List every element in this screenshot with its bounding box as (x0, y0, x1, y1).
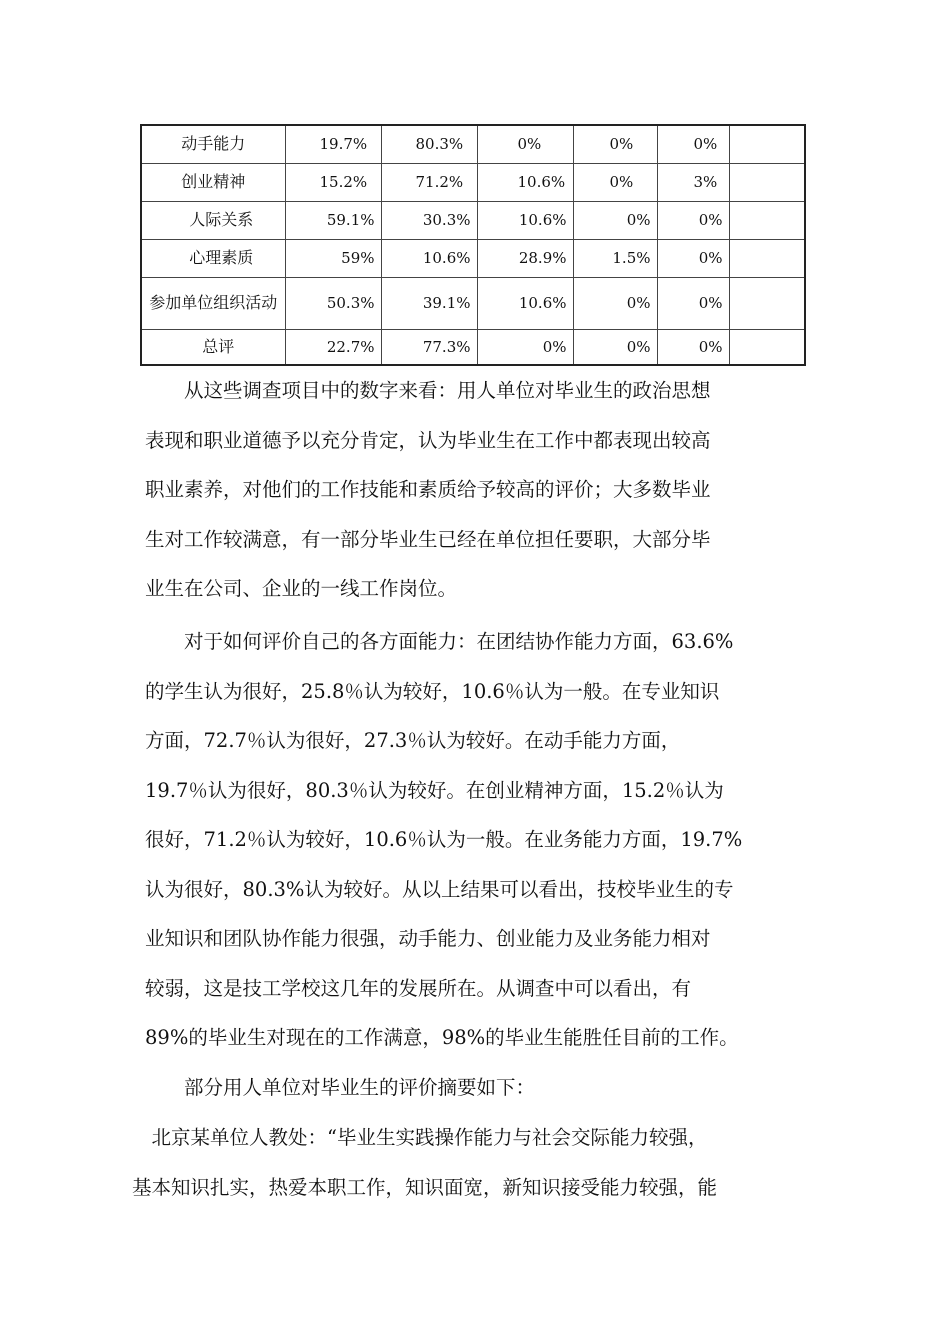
table-cell: 0% (657, 329, 729, 365)
table-row (141, 239, 805, 277)
table-row (141, 125, 805, 163)
text-line: 方面，72.7％认为很好，27.3％认为较好。在动手能力方面， (145, 729, 681, 752)
paragraph-self-evaluation (145, 617, 815, 1063)
table-cell: 0% (573, 329, 657, 365)
table-cell: 0% (573, 277, 657, 329)
table-cell: 0% (477, 329, 573, 365)
table-cell: 30.3% (381, 201, 477, 239)
paragraph-survey-summary (145, 366, 815, 614)
text-line: 表现和职业道德予以充分肯定，认为毕业生在工作中都表现出较高 (145, 428, 711, 452)
table-cell: 10.6% (381, 239, 477, 277)
table-cell: 80.3% (381, 125, 477, 163)
table-cell: 71.2% (381, 163, 477, 201)
table-cell: 0% (657, 125, 729, 163)
text-line: 业知识和团队协作能力很强，动手能力、创业能力及业务能力相对 (145, 927, 711, 950)
table-cell: 0% (657, 201, 729, 239)
text-line: 19.7％认为很好，80.3％认为较好。在创业精神方面，15.2％认为 (145, 778, 724, 802)
table-cell (729, 239, 805, 277)
table-cell: 19.7% (285, 125, 381, 163)
table-cell (729, 125, 805, 163)
row-label: 参加单位组织活动 (141, 277, 285, 329)
table-cell: 39.1% (381, 277, 477, 329)
row-label: 创业精神 (141, 163, 285, 201)
text-line: 认为很好，80.3%认为较好。从以上结果可以看出，技校毕业生的专 (145, 877, 734, 901)
table-cell: 50.3% (285, 277, 381, 329)
text-line: 较弱，这是技工学校这几年的发展所在。从调查中可以看出，有 (145, 976, 692, 1000)
row-label: 心理素质 (141, 239, 285, 277)
table-row (141, 163, 805, 201)
table-cell: 77.3% (381, 329, 477, 365)
table-cell (729, 277, 805, 329)
table-cell: 59.1% (285, 201, 381, 239)
table-cell: 10.6% (477, 277, 573, 329)
text-line: 北京某单位人教处：“毕业生实践操作能力与社会交际能力较强， (132, 1126, 708, 1149)
table-cell: 0% (573, 163, 657, 201)
table-cell: 59% (285, 239, 381, 277)
text-line: 生对工作较满意，有一部分毕业生已经在单位担任要职，大部分毕 (145, 527, 711, 551)
paragraph-employer-quote (132, 1113, 832, 1212)
table-cell (729, 201, 805, 239)
table-row (141, 329, 805, 365)
table-cell (729, 163, 805, 201)
table-cell: 0% (573, 201, 657, 239)
table-cell: 10.6% (477, 201, 573, 239)
paragraph-employer-intro (145, 1063, 815, 1113)
table-cell: 28.9% (477, 239, 573, 277)
text-line: 很好，71.2％认为较好，10.6％认为一般。在业务能力方面，19.7% (145, 828, 743, 851)
table-cell: 10.6% (477, 163, 573, 201)
text-line: 职业素养，对他们的工作技能和素质给予较高的评价；大多数毕业 (145, 478, 711, 501)
text-line: 从这些调查项目中的数字来看：用人单位对毕业生的政治思想 (145, 379, 711, 402)
text-line: 89%的毕业生对现在的工作满意，98%的毕业生能胜任目前的工作。 (145, 1026, 739, 1049)
table-cell (729, 329, 805, 365)
text-line: 的学生认为很好，25.8％认为较好，10.6％认为一般。在专业知识 (145, 679, 720, 703)
table-row (141, 201, 805, 239)
table-row (141, 277, 805, 329)
text-line: 部分用人单位对毕业生的评价摘要如下： (145, 1076, 536, 1099)
row-label: 人际关系 (141, 201, 285, 239)
row-label: 动手能力 (141, 125, 285, 163)
table-cell: 22.7% (285, 329, 381, 365)
text-line: 对于如何评价自己的各方面能力：在团结协作能力方面，63.6% (145, 630, 734, 653)
table-cell: 0% (657, 239, 729, 277)
table-cell: 15.2% (285, 163, 381, 201)
table-cell: 0% (477, 125, 573, 163)
table-cell: 1.5% (573, 239, 657, 277)
text-line: 基本知识扎实，热爱本职工作，知识面宽，新知识接受能力较强，能 (132, 1175, 718, 1199)
table-cell: 0% (573, 125, 657, 163)
evaluation-table (140, 124, 806, 366)
table-cell: 0% (657, 277, 729, 329)
table-cell: 3% (657, 163, 729, 201)
row-label: 总评 (141, 329, 285, 365)
text-line: 业生在公司、企业的一线工作岗位。 (145, 577, 458, 600)
